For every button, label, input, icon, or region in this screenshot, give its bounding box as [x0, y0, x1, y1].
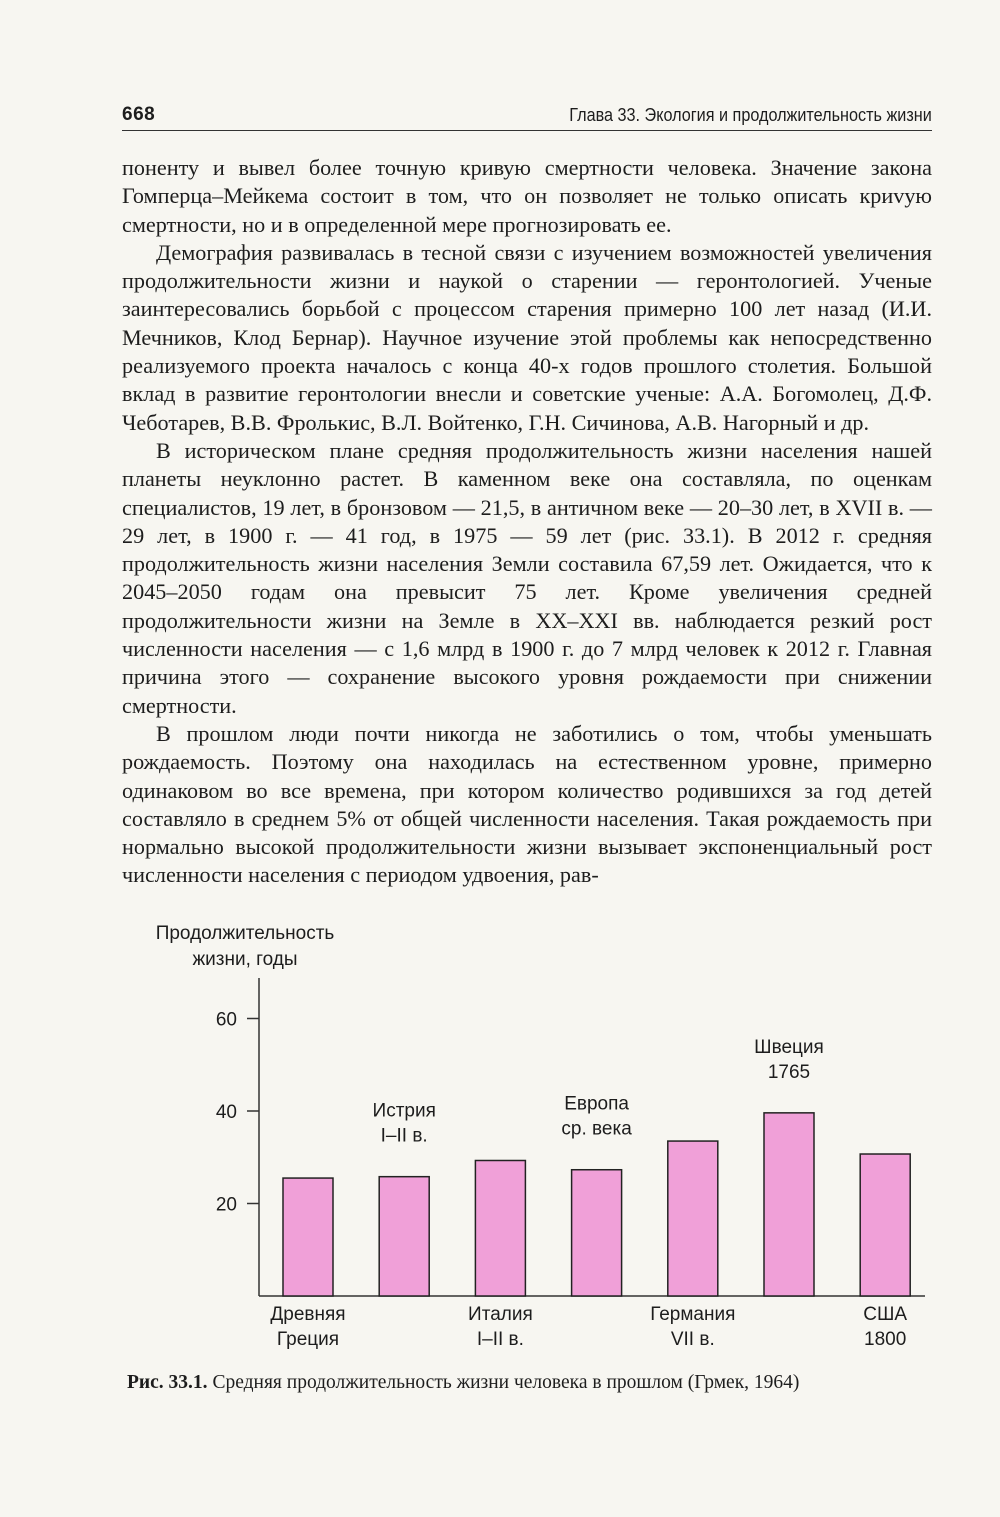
bar-label: I–II в.: [380, 1125, 428, 1147]
y-tick-label: 60: [215, 1009, 237, 1031]
page-number: 668: [122, 104, 156, 125]
bar-label: Европа: [564, 1093, 629, 1115]
bar-label: 1800: [864, 1329, 907, 1350]
bar-label: ср. века: [561, 1118, 632, 1140]
bar: [764, 1113, 814, 1296]
bar: [860, 1154, 910, 1296]
bar-label: VII в.: [670, 1329, 715, 1350]
bar: [283, 1178, 333, 1296]
bar: [475, 1160, 525, 1296]
paragraph: Демография развивалась в тесной связи с изучением возможностей увеличения продолжительности жизни и наукой о старении — геронтологией. Ученые заинтересовались борьбой с процессом старения примерно 100 лет назад (И.И. Мечников, Клод Бернар). Научное изучение этой проблемы как непосредственно реализуемого проекта началось с конца 40-х годов прошлого столетия. Большой вклад в развитие геронтологии внесли и советские ученые: А.А. Богомолец, Д.Ф. Чеботарев, В.В. Фролькис, В.Л. Войтенко, Г.Н. Сичинова, А.В. Нагорный и др.: [122, 239, 932, 435]
y-axis-label: жизни, годы: [192, 949, 298, 970]
chapter-title: Глава 33. Экология и продолжительность жизни: [569, 105, 932, 125]
y-axis-label: Продолжительность: [155, 923, 335, 944]
paragraph: В прошлом люди почти никогда не заботились о том, чтобы уменьшать рождаемость. Поэтому она находилась на естественном уровне, примерно одинаковом во все времена, при котором количество родившихся за год детей составляло в среднем 5% от общей численности населения. Такая рождаемость при нормально высокой продолжительности жизни вызывает экспоненциальный рост численности населения с периодом удвоения, рав-: [122, 720, 932, 888]
bar-label: Греция: [276, 1329, 340, 1350]
caption-label: Рис. 33.1.: [127, 1372, 208, 1393]
bar-label: 1765: [767, 1061, 811, 1083]
bar: [572, 1170, 622, 1296]
bar-label: Германия: [650, 1304, 736, 1325]
y-tick-label: 40: [215, 1102, 237, 1123]
body-text: [122, 154, 932, 890]
bar-label: Истрия: [372, 1100, 436, 1122]
paragraph: поненту и вывел более точную кривую смертности человека. Значение закона Гомперца–Мейкема состоит в том, что он позволяет не только описать криvую смертности, но и в определенной мере прогнозировать ее.: [122, 155, 932, 237]
caption-text: Средняя продолжительность жизни человека в прошлом (Грмек, 1964): [212, 1372, 800, 1393]
page-header: [122, 104, 932, 131]
bar-label: Швеция: [754, 1036, 824, 1058]
bar: [668, 1141, 718, 1296]
figure-caption: [127, 1372, 799, 1394]
bar-label: I–II в.: [476, 1329, 524, 1350]
bar-label: Древняя: [270, 1304, 346, 1325]
bar-label: США: [863, 1304, 908, 1325]
y-tick-label: 20: [215, 1194, 237, 1216]
paragraph: В историческом плане средняя продолжительность жизни населения нашей планеты неуклонно растет. В каменном веке она составляла, по оценкам специалистов, 19 лет, в бронзовом — 21,5, в античном веке — 20–30 лет, в XVII в. — 29 лет, в 1900 г. — 41 год, в 1975 — 59 лет (рис. 33.1). В 2012 г. средняя продолжительность жизни населения Земли составила 67,59 лет. Ожидается, что к 2045–2050 годам она превысит 75 лет. Кроме увеличения средней продолжительности жизни на Земле в XX–XXI вв. наблюдается резкий рост численности населения — с 1,6 млрд в 1900 г. до 7 млрд человек к 2012 г. Главная причина этого — сохранение высокого уровня рождаемости при снижении смертности.: [122, 437, 932, 718]
bar-label: Италия: [468, 1304, 533, 1325]
bar: [379, 1177, 429, 1296]
